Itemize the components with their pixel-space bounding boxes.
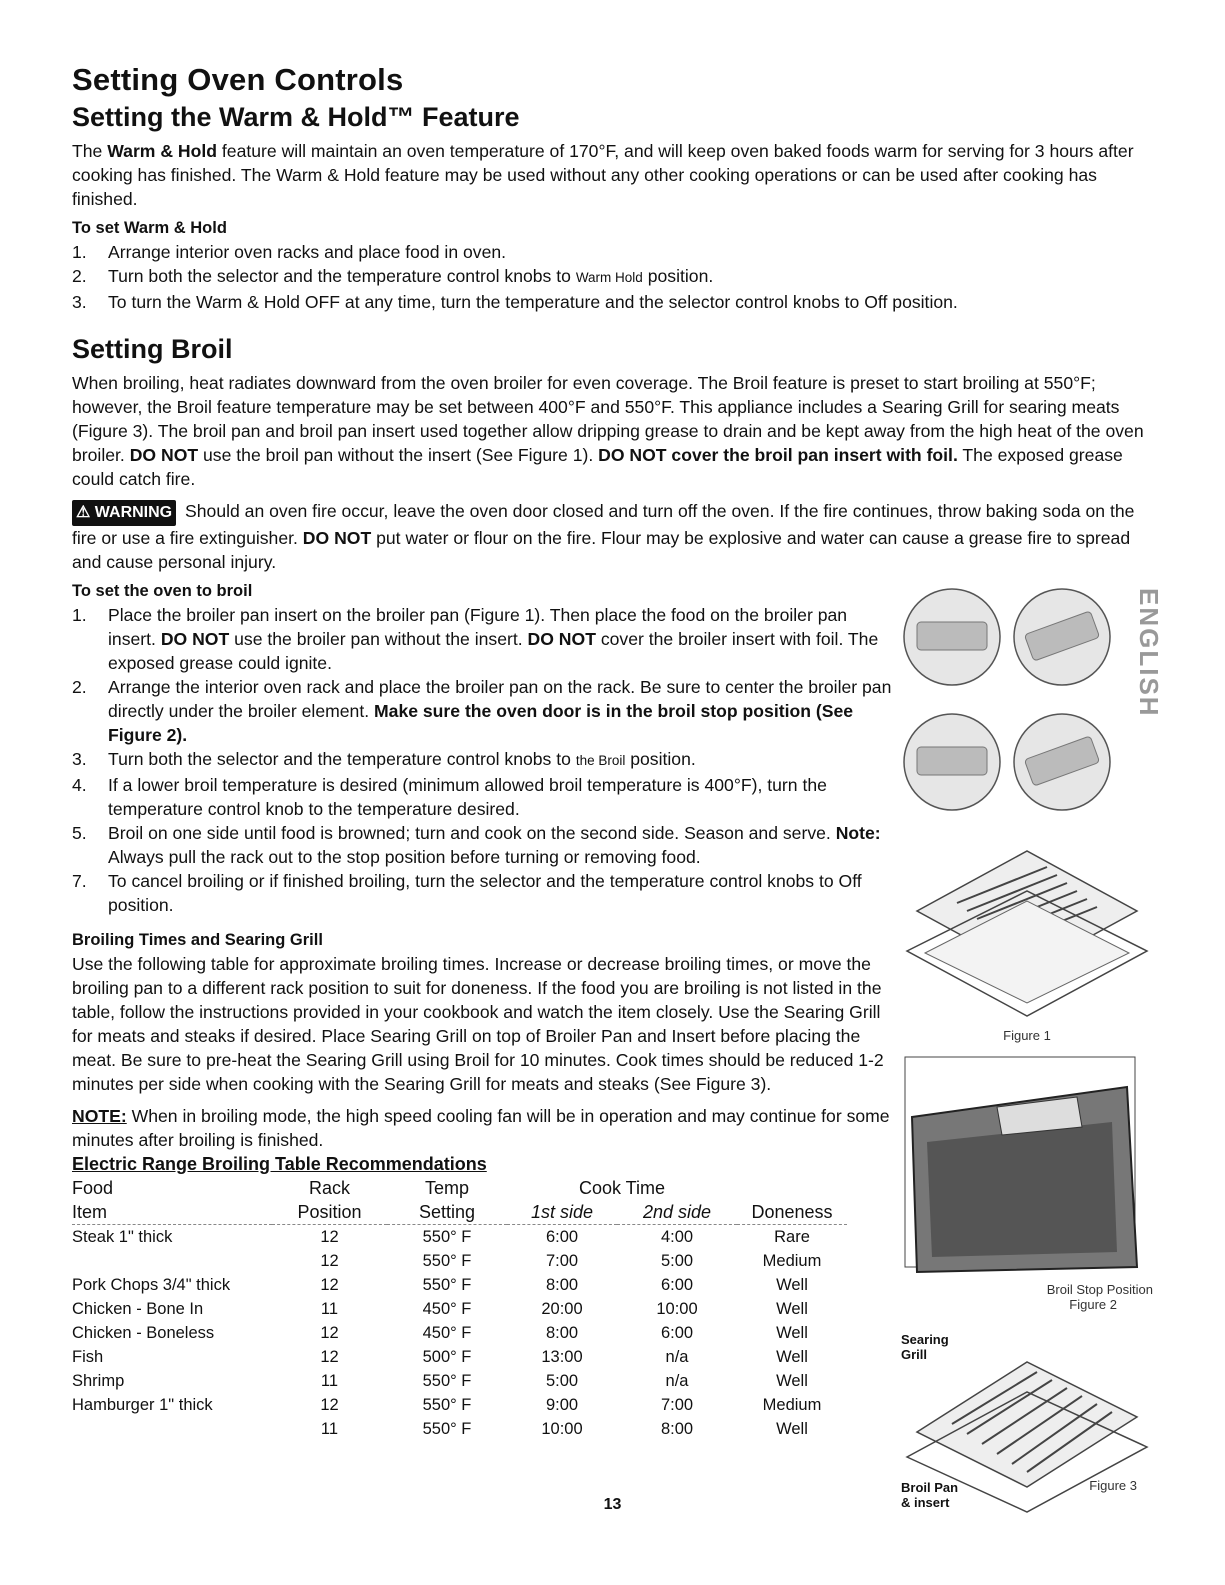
broil-intro: When broiling, heat radiates downward from the oven broiler for even coverage. The Broil feature is preset to start broiling at 550°F; however, the Broil feature temperature may be set between 400°F and 550°F. This appliance includes a Searing Grill for searing meats (Figure 3). The broil pan and broil pan insert used together allow dripping grease to drain and be kept away from the high heat of the oven broiler. DO NOT use the broil pan without the insert (See Figure 1). DO NOT cover the broil pan insert with foil. The exposed grease could catch fire. — [72, 373, 1144, 489]
table-cell: n/a — [665, 1372, 689, 1390]
page-title: Setting Oven Controls — [72, 62, 404, 97]
broiling-times-paragraph: Use the following table for approximate broiling times. Increase or decrease broiling times, or move the broiling pan to a different rack position to suit for doneness. If the food you are broiling is not listed in the table, follow the instructions provided in your cookbook and watch the item closely. Use the Searing Grill for meats and steaks if desired. Place Searing Grill on top of Broiler Pan and Insert before placing the meat. Be sure to pre-heat the Searing Grill using Broil for 10 minutes. Cook times should be reduced 1-2 minutes per side when cooking with the Searing Grill for meats and steaks (See Figure 3). — [72, 954, 884, 1094]
table-cell: 13:00 — [541, 1348, 583, 1366]
table-row — [72, 1369, 847, 1393]
table-cell: Well — [776, 1372, 808, 1390]
column-header: Temp — [424, 1178, 469, 1198]
control-knobs-illustration — [897, 582, 1152, 822]
column-header: 2nd side — [642, 1202, 712, 1222]
language-side-tab: ENGLISH — [1134, 588, 1164, 718]
column-header: Cook Time — [578, 1178, 666, 1198]
table-cell: 12 — [320, 1228, 339, 1246]
table-row — [72, 1417, 847, 1441]
broiling-table — [72, 1176, 847, 1441]
column-header: Setting — [418, 1202, 476, 1222]
table-cell: 550° F — [422, 1372, 472, 1390]
list-item: 4. If a lower broil temperature is desired (minimum allowed broil temperature is 400°F), turn the temperature control knob to the temperature desired. — [72, 775, 827, 819]
broil-subheading: To set the oven to broil — [72, 582, 253, 600]
broil-pan-label: Broil Pan & insert — [901, 1480, 959, 1510]
table-row — [72, 1273, 847, 1297]
table-cell: 550° F — [422, 1420, 472, 1438]
warm-hold-intro: The Warm & Hold feature will maintain an oven temperature of 170°F, and will keep oven baked foods warm for serving for 3 hours after cooking has finished. The Warm & Hold feature may be used without any other cooking operations or can be used after cooking has finished. — [72, 141, 1134, 209]
table-cell: 20:00 — [541, 1300, 583, 1318]
warm-hold-subheading: To set Warm & Hold — [72, 219, 227, 237]
list-item: 3. Turn both the selector and the temperature control knobs to the Broil position. — [72, 749, 696, 769]
table-title: Electric Range Broiling Table Recommendations — [72, 1154, 487, 1174]
figure-1-caption: Figure 1 — [1003, 1028, 1051, 1043]
table-cell: 450° F — [422, 1300, 472, 1318]
column-header: Rack — [308, 1178, 350, 1198]
table-row — [72, 1225, 847, 1249]
table-row — [72, 1393, 847, 1417]
table-cell: Well — [776, 1324, 808, 1342]
column-header: Item — [72, 1202, 108, 1222]
warm-hold-heading: Setting the Warm & Hold™ Feature — [72, 102, 520, 132]
table-cell: 450° F — [422, 1324, 472, 1342]
table-cell — [72, 1249, 272, 1273]
table-cell — [72, 1417, 272, 1441]
table-row — [72, 1297, 847, 1321]
figure-2-caption: Figure 2 — [1069, 1297, 1117, 1312]
table-cell: Shrimp — [72, 1372, 125, 1390]
table-cell: 12 — [320, 1348, 339, 1366]
table-cell: Well — [776, 1348, 808, 1366]
table-header-row — [72, 1200, 847, 1225]
table-cell: 12 — [320, 1276, 339, 1294]
note-paragraph: NOTE: When in broiling mode, the high speed cooling fan will be in operation and may continue for some minutes after broiling is finished. — [72, 1106, 890, 1150]
page-content — [72, 62, 1153, 1510]
column-header: Doneness — [751, 1202, 833, 1222]
column-header: Food — [72, 1178, 114, 1198]
broil-heading: Setting Broil — [72, 334, 233, 364]
oven-door-illustration — [897, 1047, 1152, 1277]
list-item: 2. Turn both the selector and the temperature control knobs to Warm Hold position. — [72, 266, 714, 286]
table-cell: 500° F — [422, 1348, 472, 1366]
column-header: 1st side — [530, 1202, 594, 1222]
column-header — [737, 1176, 847, 1200]
table-cell: 6:00 — [660, 1276, 694, 1294]
figures-column — [897, 582, 1157, 1527]
broil-steps — [72, 603, 892, 917]
table-row — [72, 1249, 847, 1273]
table-cell: Well — [776, 1420, 808, 1438]
figure-2-caption-position: Broil Stop Position — [1046, 1282, 1153, 1297]
table-cell: Medium — [762, 1252, 822, 1270]
list-item: 3. To turn the Warm & Hold OFF at any time, turn the temperature and the selector control knobs to Off position. — [72, 292, 958, 312]
table-cell: 4:00 — [660, 1228, 694, 1246]
list-item: 1. Arrange interior oven racks and place food in oven. — [72, 242, 507, 262]
table-cell: Well — [776, 1276, 808, 1294]
table-cell: 11 — [320, 1420, 339, 1438]
table-cell: 10:00 — [541, 1420, 583, 1438]
table-cell: 550° F — [422, 1228, 472, 1246]
table-row — [72, 1321, 847, 1345]
table-cell: Steak 1" thick — [72, 1228, 173, 1246]
table-cell: Hamburger 1" thick — [72, 1396, 213, 1414]
table-cell: 8:00 — [545, 1276, 579, 1294]
table-cell: 5:00 — [545, 1372, 579, 1390]
table-cell: 6:00 — [545, 1228, 579, 1246]
table-cell: 550° F — [422, 1252, 472, 1270]
column-header: Position — [297, 1202, 362, 1222]
table-cell: 12 — [320, 1396, 339, 1414]
table-cell: 8:00 — [660, 1420, 694, 1438]
table-cell: 7:00 — [545, 1252, 579, 1270]
table-cell: 8:00 — [545, 1324, 579, 1342]
table-cell: 12 — [320, 1252, 339, 1270]
warning-badge: ⚠ WARNING — [72, 500, 176, 526]
table-cell: 10:00 — [656, 1300, 698, 1318]
broil-pan-illustration — [897, 831, 1152, 1031]
table-cell: Chicken - Bone In — [72, 1300, 204, 1318]
table-header-row — [72, 1176, 847, 1200]
table-cell: 5:00 — [660, 1252, 694, 1270]
list-item: 1. Place the broiler pan insert on the broiler pan (Figure 1). Then place the food on the broiler pan insert. DO NOT use the broiler pan without the insert. DO NOT cover the broiler insert with foil. The exposed grease could ignite. — [72, 605, 879, 673]
table-cell: Medium — [762, 1396, 822, 1414]
warm-hold-steps — [72, 240, 1152, 314]
figure-3-caption: Figure 3 — [1089, 1478, 1137, 1493]
broiling-times-subheading: Broiling Times and Searing Grill — [72, 931, 323, 949]
table-cell: Chicken - Boneless — [72, 1324, 215, 1342]
table-cell: 7:00 — [660, 1396, 694, 1414]
table-cell: Well — [776, 1300, 808, 1318]
list-item: 7. To cancel broiling or if finished broiling, turn the selector and the temperature control knobs to Off position. — [72, 871, 862, 915]
list-item: 2. Arrange the interior oven rack and place the broiler pan on the rack. Be sure to center the broiler pan directly under the broiler element. Make sure the oven door is in the broil stop position (See Figure 2). — [72, 677, 892, 745]
warning-paragraph: ⚠ WARNING Should an oven fire occur, leave the oven door closed and turn off the oven. If the fire continues, throw baking soda on the fire or use a fire extinguisher. DO NOT put water or flour on the fire. Flour may be explosive and water can cause a grease fire to spread and cause personal injury. — [72, 501, 1135, 572]
table-cell: 550° F — [422, 1396, 472, 1414]
table-cell: n/a — [665, 1348, 689, 1366]
table-cell: 6:00 — [660, 1324, 694, 1342]
table-cell: Pork Chops 3/4" thick — [72, 1276, 231, 1294]
table-cell: 9:00 — [545, 1396, 579, 1414]
table-cell: 550° F — [422, 1276, 472, 1294]
table-cell: 11 — [320, 1300, 339, 1318]
table-body — [72, 1225, 847, 1441]
searing-grill-label: Searing Grill — [901, 1332, 949, 1362]
table-cell: Rare — [774, 1228, 810, 1246]
table-cell: 11 — [320, 1372, 339, 1390]
table-cell: Fish — [72, 1348, 104, 1366]
page-number: 13 — [603, 1496, 622, 1513]
list-item: 5. Broil on one side until food is browned; turn and cook on the second side. Season and serve. Note: Always pull the rack out to the stop position before turning or removing food. — [72, 823, 881, 867]
broil-section — [72, 582, 1153, 1510]
table-cell: 12 — [320, 1324, 339, 1342]
table-row — [72, 1345, 847, 1369]
